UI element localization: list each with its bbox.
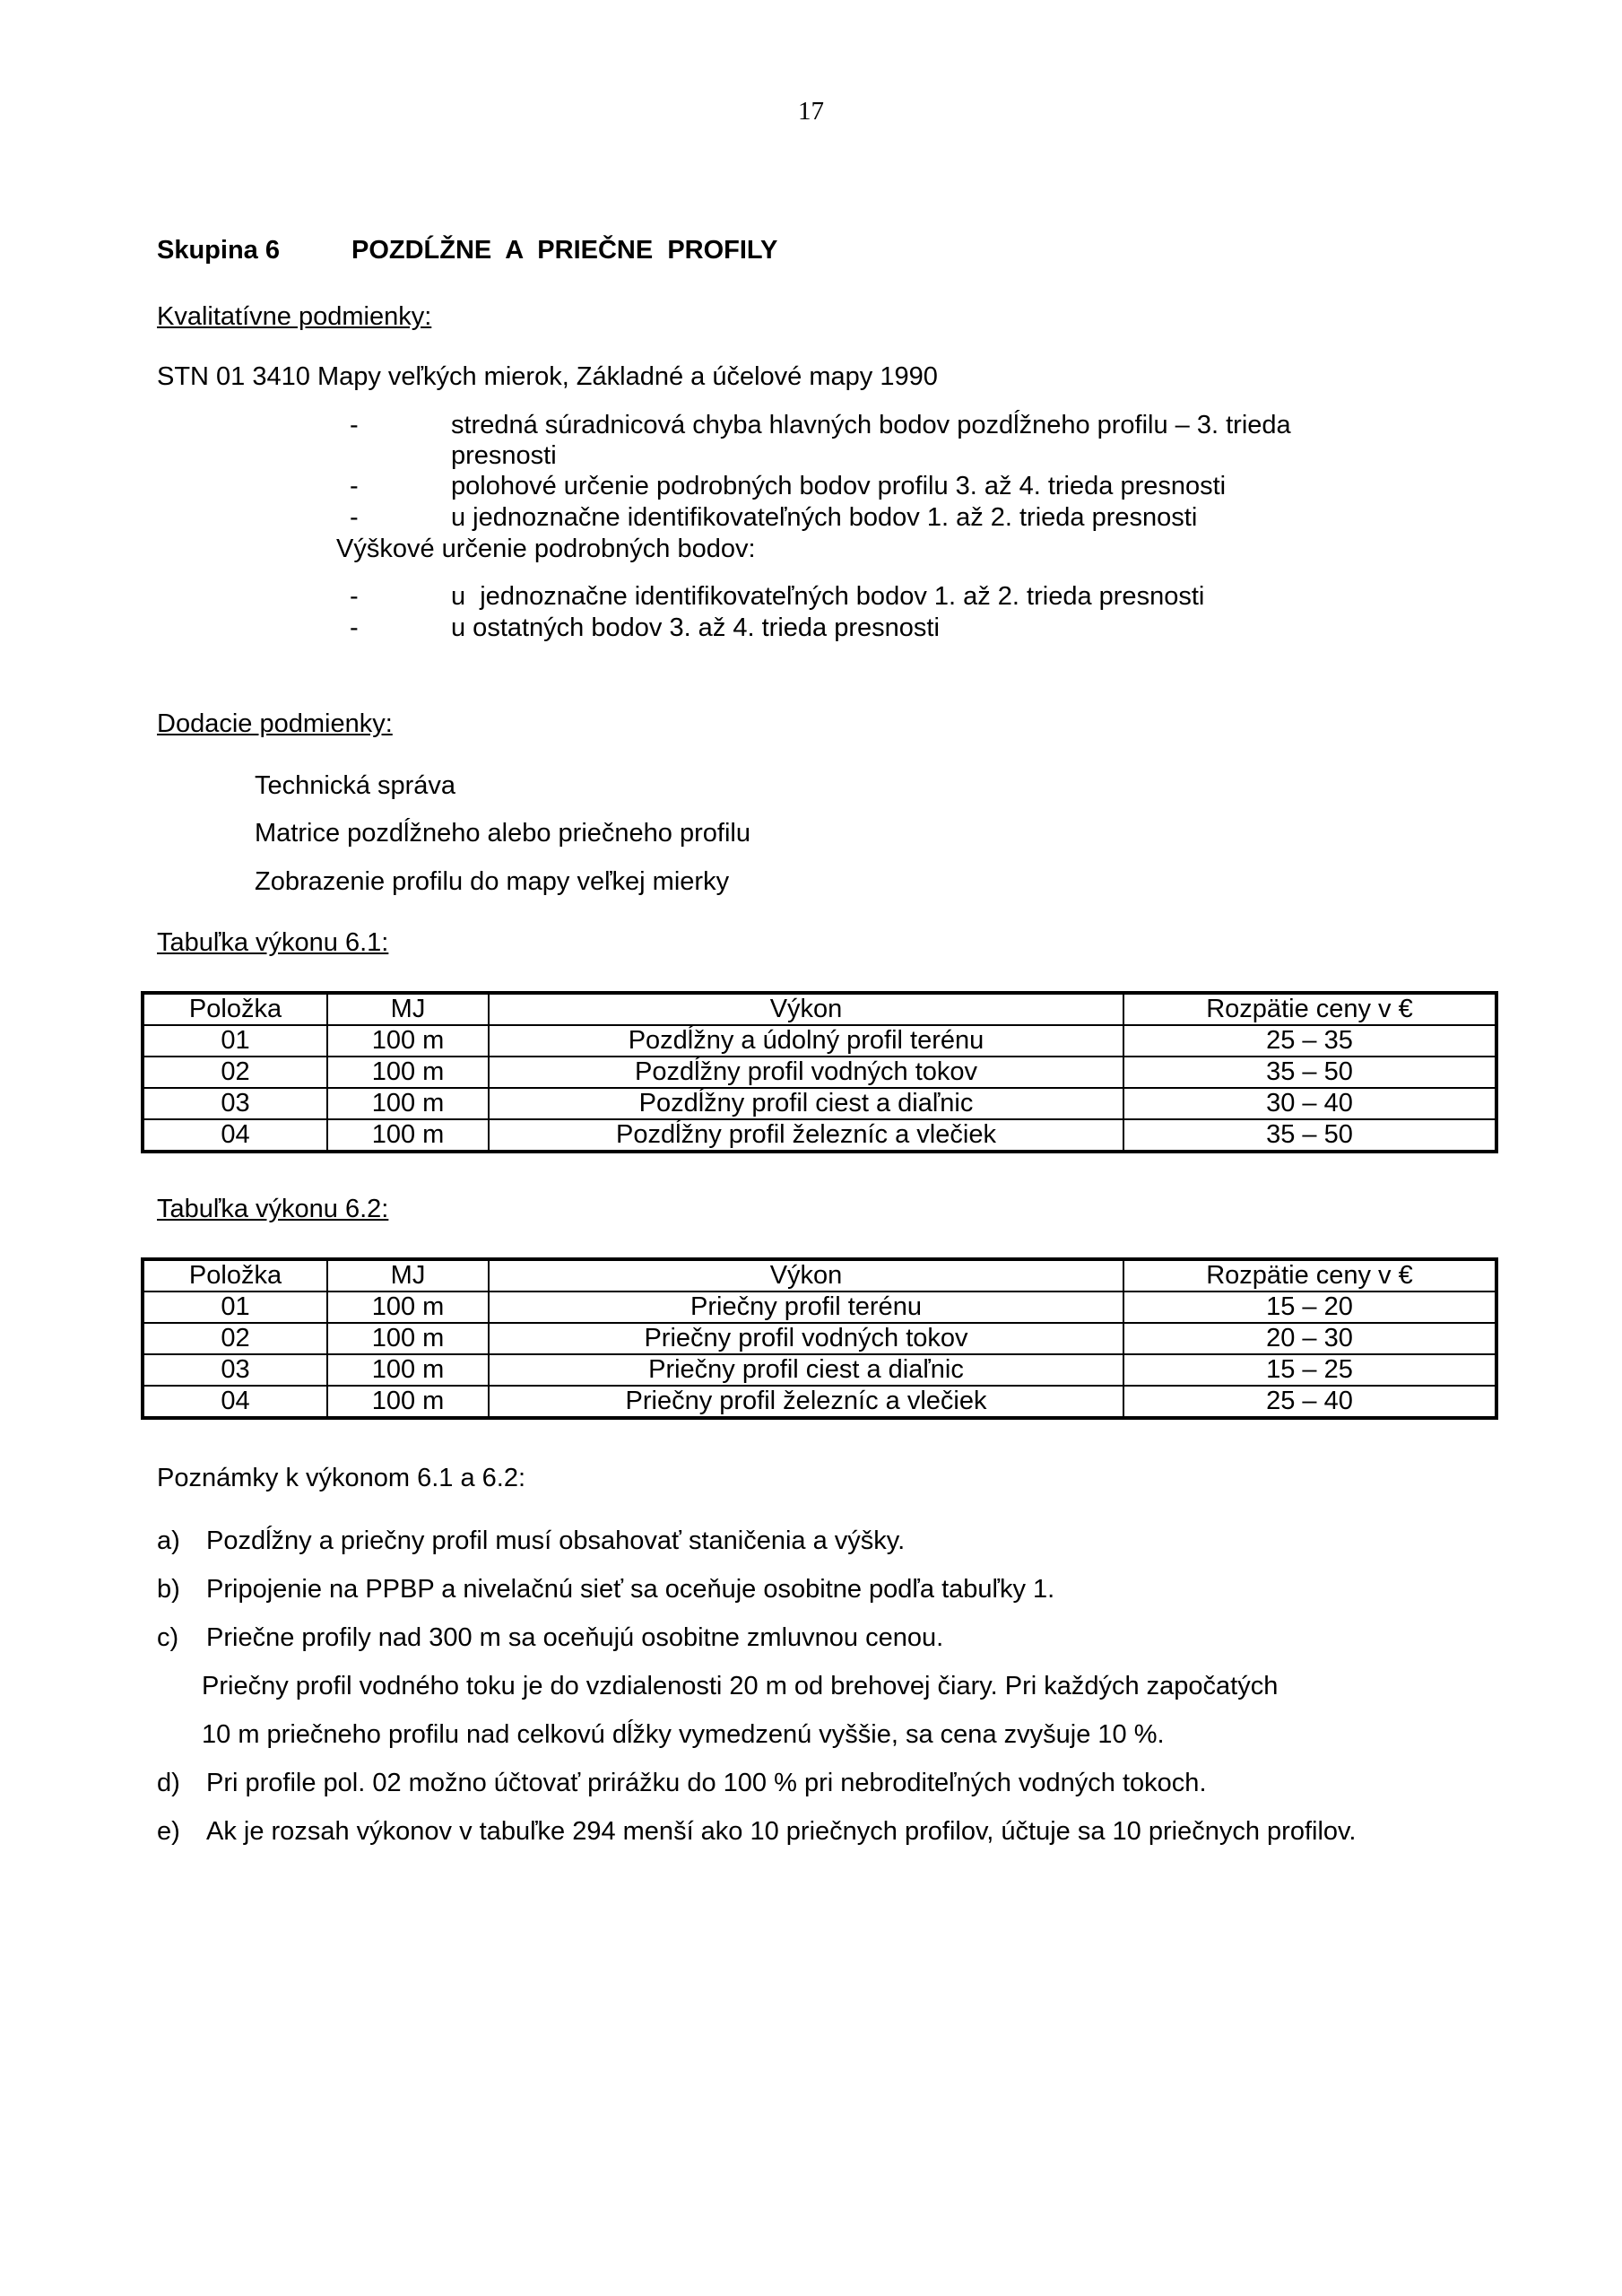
table-row	[143, 1057, 1496, 1088]
table-cell: Pozdĺžny a údolný profil terénu	[489, 1025, 1123, 1057]
table-cell: 20 – 30	[1123, 1323, 1496, 1354]
table-row	[143, 1025, 1496, 1057]
bullet-dash: -	[350, 411, 359, 439]
table-cell: 01	[143, 1292, 327, 1323]
height-heading: Výškové určenie podrobných bodov:	[336, 535, 756, 563]
bullet-dash: -	[350, 503, 359, 532]
header-cell: Položka	[143, 1259, 327, 1292]
quality-heading: Kvalitatívne podmienky:	[157, 302, 432, 331]
table-row	[143, 1386, 1496, 1418]
note-text: Pozdĺžny a priečny profil musí obsahovať staničenia a výšky.	[206, 1526, 906, 1555]
table-cell: 100 m	[327, 1088, 489, 1119]
header-cell: Rozpätie ceny v €	[1123, 1259, 1496, 1292]
delivery-heading: Dodacie podmienky:	[157, 709, 393, 738]
standard-line: STN 01 3410 Mapy veľkých mierok, Základné a účelové mapy 1990	[157, 362, 938, 391]
table-row	[143, 1323, 1496, 1354]
table-cell: 100 m	[327, 1119, 489, 1152]
quality-item-1-line2: presnosti	[451, 441, 557, 470]
table-cell: Priečny profil terénu	[489, 1292, 1123, 1323]
table-row	[143, 1119, 1496, 1152]
delivery-item: Matrice pozdĺžneho alebo priečneho profilu	[255, 819, 750, 848]
note-text: Ak je rozsah výkonov v tabuľke 294 menší ako 10 priečnych profilov, účtuje sa 10 priečnych profilov.	[206, 1817, 1357, 1846]
header-cell: Výkon	[489, 993, 1123, 1025]
table-cell: 03	[143, 1354, 327, 1386]
table-cell: 25 – 40	[1123, 1386, 1496, 1418]
table-cell: Pozdĺžny profil ciest a diaľnic	[489, 1088, 1123, 1119]
header-cell: Položka	[143, 993, 327, 1025]
note-continuation: 10 m priečneho profilu nad celkovú dĺžky vymedzenú vyššie, sa cena zvyšuje 10 %.	[202, 1720, 1165, 1749]
bullet-dash: -	[350, 613, 359, 642]
table-cell: 04	[143, 1386, 327, 1418]
table-cell: 15 – 25	[1123, 1354, 1496, 1386]
note-text: Pripojenie na PPBP a nivelačnú sieť sa oceňuje osobitne podľa tabuľky 1.	[206, 1575, 1055, 1604]
table-row	[143, 1354, 1496, 1386]
table-header-row	[143, 993, 1496, 1025]
quality-item-2: polohové určenie podrobných bodov profilu 3. až 4. trieda presnosti	[451, 472, 1227, 500]
delivery-item: Zobrazenie profilu do mapy veľkej mierky	[255, 867, 730, 896]
group-title: POZDĹŽNE A PRIEČNE PROFILY	[351, 236, 778, 265]
table-row	[143, 1292, 1496, 1323]
table-cell: Priečny profil vodných tokov	[489, 1323, 1123, 1354]
height-item-1: u jednoznačne identifikovateľných bodov 1. až 2. trieda presnosti	[451, 582, 1205, 611]
table-cell: 30 – 40	[1123, 1088, 1496, 1119]
table-cell: 100 m	[327, 1354, 489, 1386]
group-label: Skupina 6	[157, 236, 280, 265]
table2-caption: Tabuľka výkonu 6.2:	[157, 1195, 389, 1223]
note-marker: d)	[157, 1769, 180, 1797]
delivery-item: Technická správa	[255, 771, 456, 800]
table-cell: 04	[143, 1119, 327, 1152]
table-cell: 100 m	[327, 1292, 489, 1323]
performance-table-6-2	[141, 1257, 1498, 1420]
height-item-2: u ostatných bodov 3. až 4. trieda presnosti	[451, 613, 940, 642]
page-number: 17	[798, 97, 824, 126]
header-cell: Rozpätie ceny v €	[1123, 993, 1496, 1025]
table1-caption: Tabuľka výkonu 6.1:	[157, 928, 389, 957]
table-cell: Pozdĺžny profil vodných tokov	[489, 1057, 1123, 1088]
bullet-dash: -	[350, 582, 359, 611]
note-text: Priečne profily nad 300 m sa oceňujú osobitne zmluvnou cenou.	[206, 1623, 944, 1652]
table-header-row	[143, 1259, 1496, 1292]
note-marker: c)	[157, 1623, 179, 1652]
table-cell: 03	[143, 1088, 327, 1119]
table-cell: 02	[143, 1323, 327, 1354]
table-cell: 100 m	[327, 1057, 489, 1088]
header-cell: Výkon	[489, 1259, 1123, 1292]
table-cell: 35 – 50	[1123, 1119, 1496, 1152]
note-text: Pri profile pol. 02 možno účtovať prirážku do 100 % pri nebroditeľných vodných tokoch.	[206, 1769, 1207, 1797]
table-cell: 100 m	[327, 1386, 489, 1418]
table-cell: 100 m	[327, 1025, 489, 1057]
table-cell: Priečny profil železníc a vlečiek	[489, 1386, 1123, 1418]
table-cell: 100 m	[327, 1323, 489, 1354]
performance-table-6-1	[141, 991, 1498, 1153]
bullet-dash: -	[350, 472, 359, 500]
note-continuation: Priečny profil vodného toku je do vzdialenosti 20 m od brehovej čiary. Pri každých započatých	[202, 1672, 1279, 1700]
notes-heading: Poznámky k výkonom 6.1 a 6.2:	[157, 1464, 526, 1492]
header-cell: MJ	[327, 993, 489, 1025]
table-cell: Pozdĺžny profil železníc a vlečiek	[489, 1119, 1123, 1152]
quality-item-3: u jednoznačne identifikovateľných bodov 1. až 2. trieda presnosti	[451, 503, 1198, 532]
table-cell: Priečny profil ciest a diaľnic	[489, 1354, 1123, 1386]
note-marker: b)	[157, 1575, 180, 1604]
table-cell: 25 – 35	[1123, 1025, 1496, 1057]
table-cell: 02	[143, 1057, 327, 1088]
note-marker: e)	[157, 1817, 180, 1846]
note-marker: a)	[157, 1526, 180, 1555]
header-cell: MJ	[327, 1259, 489, 1292]
table-row	[143, 1088, 1496, 1119]
quality-item-1-line1: stredná súradnicová chyba hlavných bodov pozdĺžneho profilu – 3. trieda	[451, 411, 1291, 439]
table-cell: 15 – 20	[1123, 1292, 1496, 1323]
table-cell: 35 – 50	[1123, 1057, 1496, 1088]
table-cell: 01	[143, 1025, 327, 1057]
